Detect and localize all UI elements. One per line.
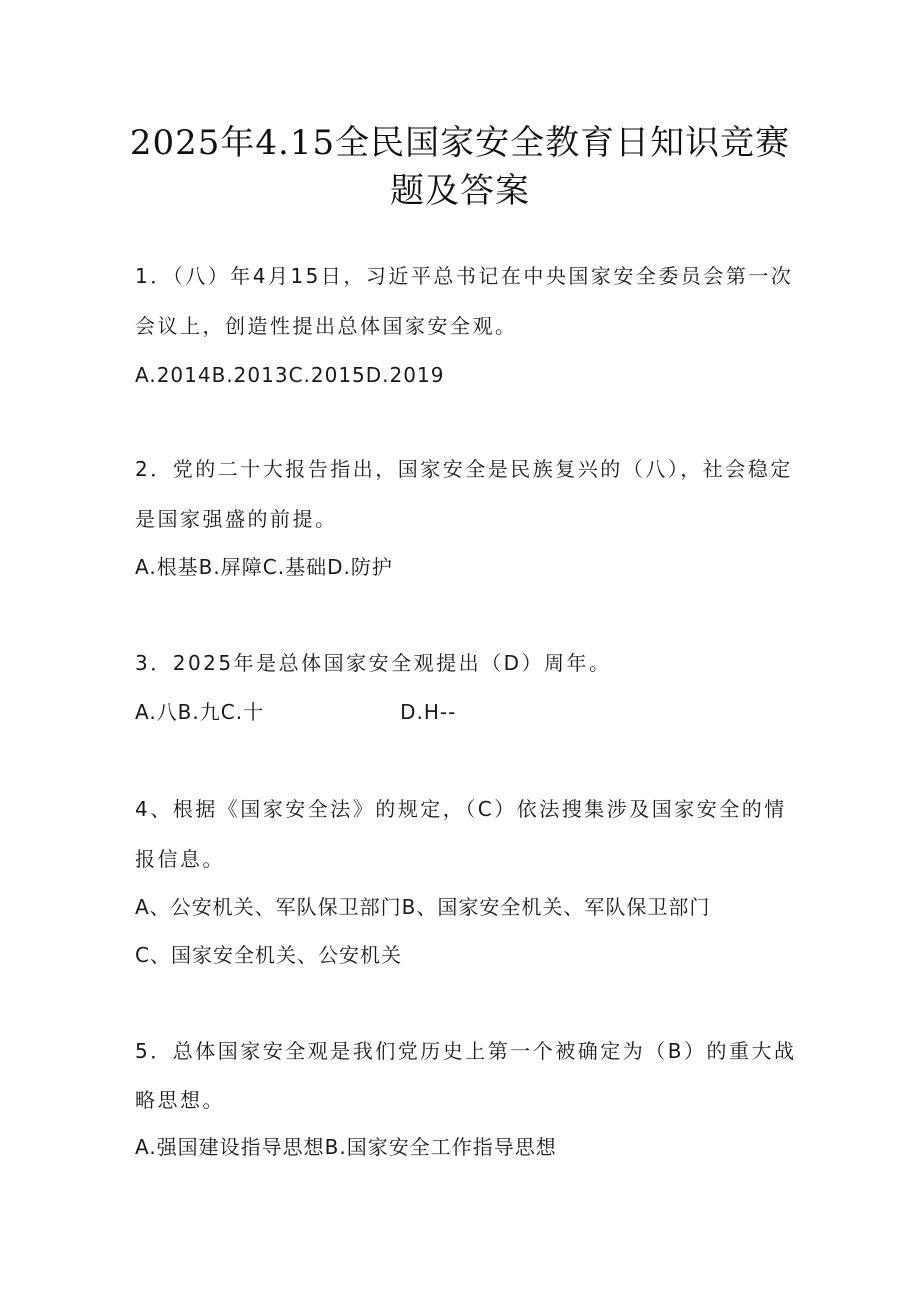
document-title-continued: 题及答案 [390,171,530,211]
question-3-options [135,698,456,726]
question-1-text-continued: 会议上，创造性提出总体国家安全观。 [135,314,518,338]
question-4-options-ab: A、公安机关、军队保卫部门B、国家安全机关、军队保卫部门 [135,895,711,919]
question-3-options-abc: A.八B.九C.十 [135,700,265,724]
question-1-options: A.2014B.2013C.2015D.2019 [135,363,445,387]
question-1-text: 1．（八）年4月15日，习近平总书记在中央国家安全委员会第一次 [135,264,794,288]
question-2-text-continued: 是国家强盛的前提。 [135,507,338,531]
question-4-text-continued: 报信息。 [135,847,225,871]
question-5-text: 5．总体国家安全观是我们党历史上第一个被确定为（B）的重大战 [135,1039,797,1063]
question-5-options: A.强国建设指导思想B.国家安全工作指导思想 [135,1135,557,1159]
question-2-options: A.根基B.屏障C.基础D.防护 [135,555,393,579]
question-4-text: 4、根据《国家安全法》的规定，（C）依法搜集涉及国家安全的情 [135,797,787,821]
question-3-option-d: D.H-- [400,700,457,724]
question-4-options-c: C、国家安全机关、公安机关 [135,943,402,967]
document-title: 2025年4.15全民国家安全教育日知识竞赛 [129,123,791,163]
question-2-text: 2．党的二十大报告指出，国家安全是民族复兴的（八），社会稳定 [135,457,793,481]
question-3-text: 3．2025年是总体国家安全观提出（D）周年。 [135,651,612,675]
question-5-text-continued: 略思想。 [135,1088,225,1112]
